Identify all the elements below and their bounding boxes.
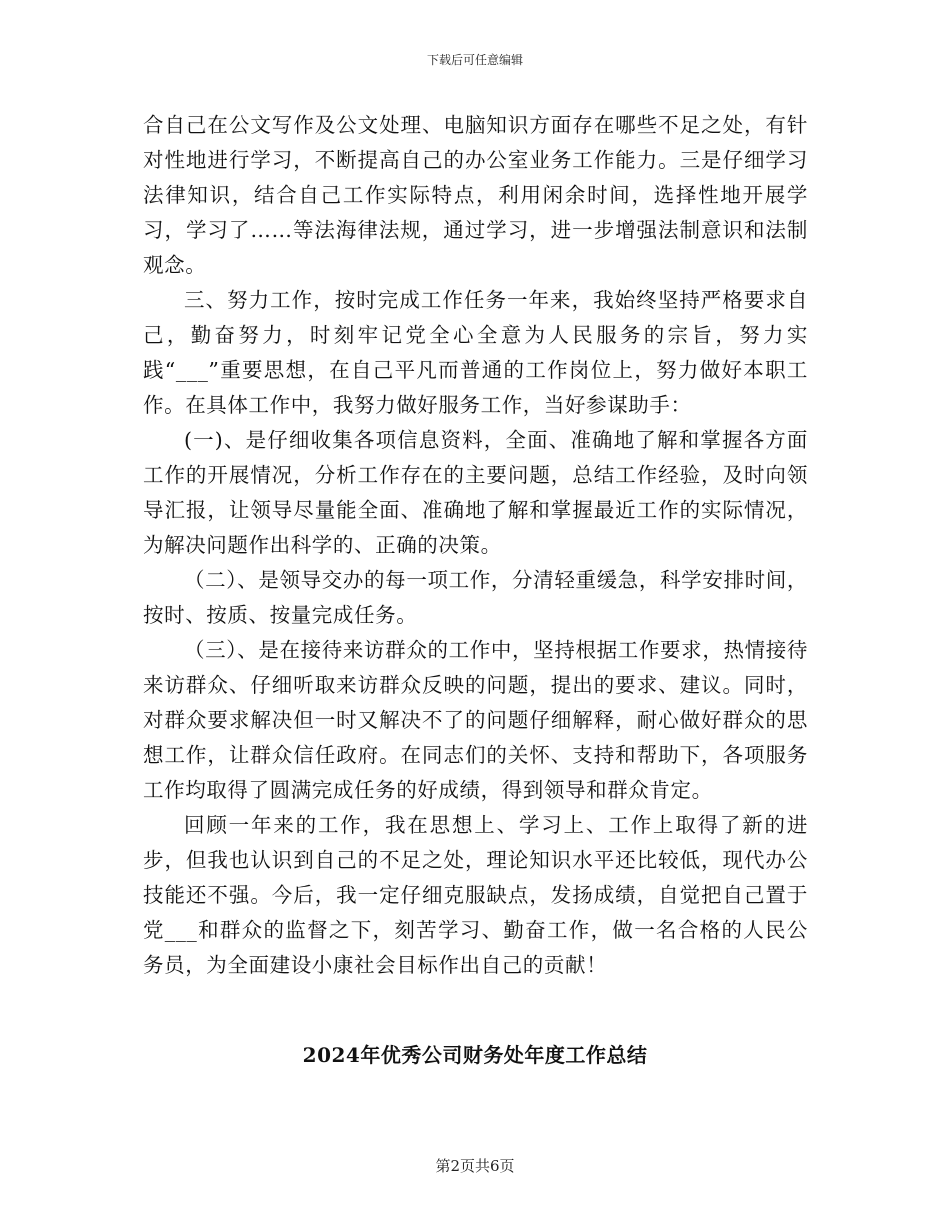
document-body: [143, 108, 808, 983]
paragraph-item-three: （三）、是在接待来访群众的工作中，坚持根据工作要求，热情接待来访群众、仔细听取来访群众反映的问题，提出的要求、建议。同时，对群众要求解决但一时又解决不了的问题仔细解释，耐心做好群众的思想工作，让群众信任政府。在同志们的关怀、支持和帮助下，各项服务工作均取得了圆满完成任务的好成绩，得到领导和群众肯定。: [143, 638, 808, 802]
section-title: 2024年优秀公司财务处年度工作总结: [302, 1043, 648, 1067]
paragraph-review: 回顾一年来的工作，我在思想上、学习上、工作上取得了新的进步，但我也认识到自己的不足之处，理论知识水平还比较低，现代办公技能还不强。今后，我一定仔细克服缺点，发扬成绩，自觉把自己置于党___和群众的监督之下，刻苦学习、勤奋工作，做一名合格的人民公务员，为全面建设小康社会目标作出自己的贡献！: [143, 813, 808, 977]
page-header: 下载后可任意编辑: [426, 53, 523, 67]
page-footer: 第2页共6页: [435, 1157, 515, 1175]
paragraph-item-two: （二）、是领导交办的每一项工作，分清轻重缓急，科学安排时间，按时、按质、按量完成任务。: [143, 568, 808, 627]
paragraph-item-one: (一)、是仔细收集各项信息资料，全面、准确地了解和掌握各方面工作的开展情况，分析工作存在的主要问题，总结工作经验，及时向领导汇报，让领导尽量能全面、准确地了解和掌握最近工作的实际情况，为解决问题作出科学的、正确的决策。: [143, 428, 808, 557]
paragraph-continued: 合自己在公文写作及公文处理、电脑知识方面存在哪些不足之处，有针对性地进行学习，不断提高自己的办公室业务工作能力。三是仔细学习法律知识，结合自己工作实际特点，利用闲余时间，选择性地开展学习，学习了……等法海律法规，通过学习，进一步增强法制意识和法制观念。: [143, 113, 808, 277]
paragraph-section-three: 三、努力工作，按时完成工作任务一年来，我始终坚持严格要求自己，勤奋努力，时刻牢记党全心全意为人民服务的宗旨，努力实践“___”重要思想，在自己平凡而普通的工作岗位上，努力做好本职工作。在具体工作中，我努力做好服务工作，当好参谋助手：: [143, 288, 808, 417]
